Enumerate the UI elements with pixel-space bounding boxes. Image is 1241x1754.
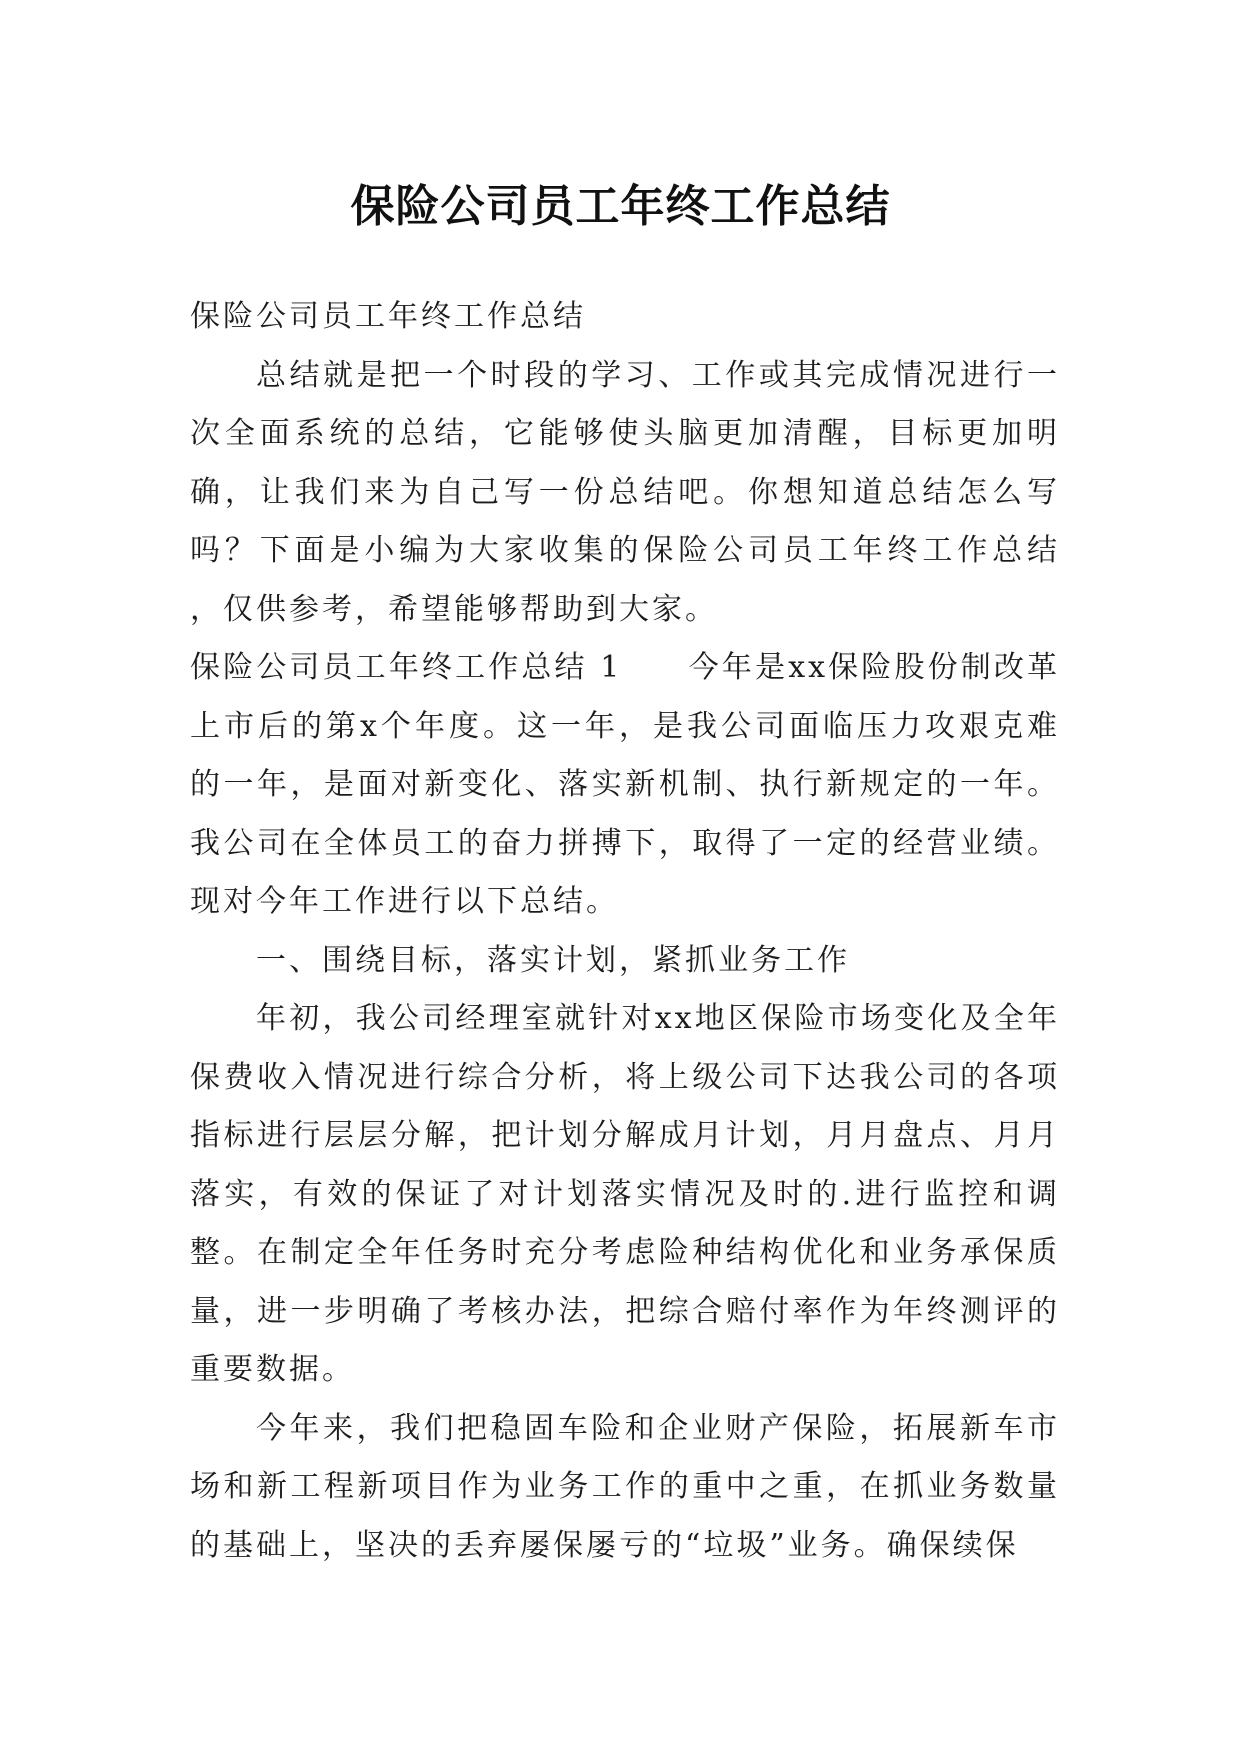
document-title: 保险公司员工年终工作总结 (350, 181, 891, 233)
paragraph-summary-1: 保险公司员工年终工作总结 1 今年是xx保险股份制改革上市后的第x个年度。这一年，是我公司面临压力攻艰克难的一年，是面对新变化、落实新机制、执行新规定的一年。我公司在全体员工的奋力拼搏下，取得了一定的经营业绩。现对今年工作进行以下总结。 (190, 650, 1060, 919)
paragraph-business: 今年来，我们把稳固车险和企业财产保险，拓展新车市场和新工程新项目作为业务工作的重中之重，在抓业务数量的基础上，坚决的丢弃屡保屡亏的“垃圾”业务。确保续保 (190, 1410, 1060, 1563)
section-heading-1: 一、围绕目标，落实计划，紧抓业务工作 (256, 942, 850, 978)
document-body (190, 288, 1060, 1575)
paragraph-intro: 总结就是把一个时段的学习、工作或其完成情况进行一次全面系统的总结，它能够使头脑更加清醒，目标更加明确，让我们来为自己写一份总结吧。你想知道总结怎么写吗？下面是小编为大家收集的保险公司员工年终工作总结 ，仅供参考，希望能够帮助到大家。 (190, 357, 1060, 627)
paragraph-heading: 保险公司员工年终工作总结 (190, 299, 586, 334)
paragraph-plan: 年初，我公司经理室就针对xx地区保险市场变化及全年保费收入情况进行综合分析，将上级公司下达我公司的各项指标进行层层分解，把计划分解成月计划，月月盘点、月月落实，有效的保证了对计划落实情况及时的.进行监控和调整。在制定全年任务时充分考虑险种结构优化和业务承保质量，进一步明确了考核办法，把综合赔付率作为年终测评的重要数据。 (190, 1001, 1060, 1387)
